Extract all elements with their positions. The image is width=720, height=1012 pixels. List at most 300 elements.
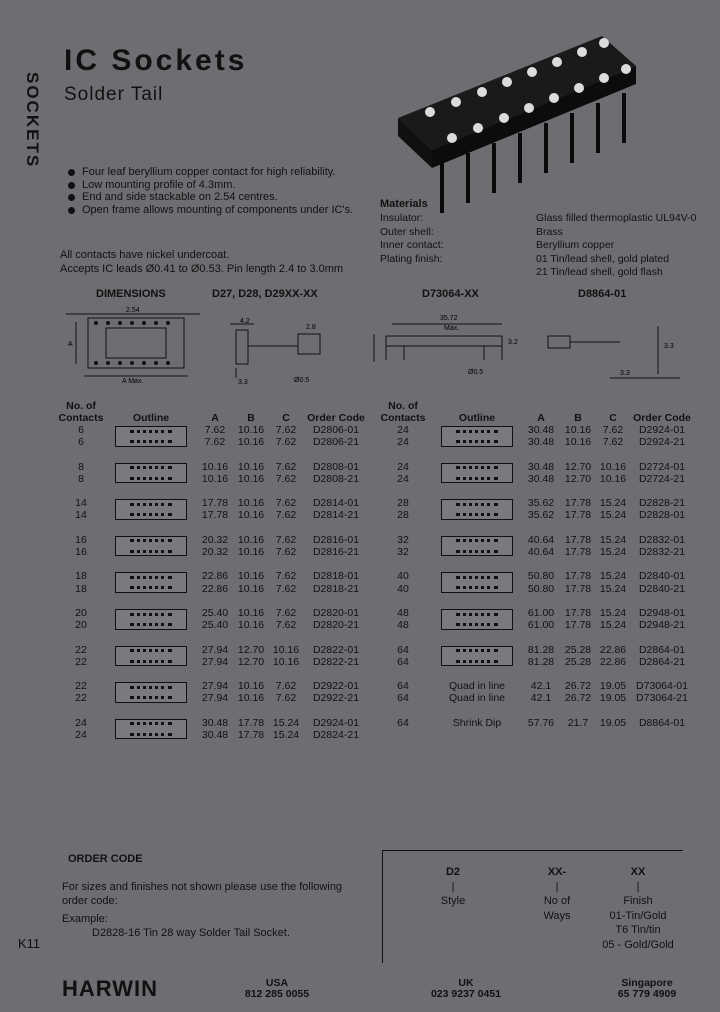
- dim-a-cell: 40.64: [527, 546, 555, 559]
- feature-item: Four leaf beryllium copper contact for high reliability.: [68, 166, 353, 179]
- order-code-cell: D2820-01: [312, 606, 360, 619]
- outline-pin-rows: [130, 722, 172, 735]
- row-spacer: [56, 449, 368, 461]
- contacts-cell: 22: [75, 680, 87, 693]
- table-row: [56, 729, 368, 741]
- feature-item: Open frame allows mounting of components under IC's.: [68, 204, 353, 217]
- outline-drawing: [106, 607, 196, 632]
- dim-c-cell: 22.86: [599, 655, 627, 668]
- dim-b-cell: 17.78: [564, 582, 592, 595]
- contacts-cell: 64: [397, 655, 409, 668]
- dim-c-cell: 7.62: [602, 436, 624, 449]
- dim-a-cell: 20.32: [201, 546, 229, 559]
- row-spacer: [56, 705, 368, 717]
- table-row: [374, 619, 694, 631]
- order-code-cell: D2948-21: [638, 619, 686, 632]
- dim-c-cell: 15.24: [599, 509, 627, 522]
- dim-b-cell: 12.70: [564, 472, 592, 485]
- dim-c-cell: 15.24: [599, 582, 627, 595]
- outline-pin-rows: [456, 539, 498, 552]
- outline-drawing: [106, 424, 196, 449]
- feature-list: [68, 166, 353, 216]
- dim-a-cell: 27.94: [201, 680, 229, 693]
- outline-drawing: [106, 644, 196, 669]
- col-header: Order Code: [307, 412, 365, 424]
- outline-drawing: [432, 461, 522, 486]
- dim-label: 2.8: [306, 324, 316, 331]
- material-key: [380, 266, 536, 280]
- outline-pin-rows: [130, 686, 172, 699]
- order-code-cell: D2822-21: [312, 655, 360, 668]
- contacts-cell: 24: [75, 729, 87, 742]
- dim-c-cell: 7.62: [275, 546, 297, 559]
- left-spec-table: [56, 392, 368, 741]
- code-head: D2: [445, 866, 461, 878]
- order-code-cell: D2820-21: [312, 619, 360, 632]
- dim-label: 3.3: [238, 379, 248, 386]
- dim-label: 35.72: [440, 315, 458, 322]
- outline-drawing: [432, 424, 522, 449]
- dim-b-cell: 10.16: [564, 424, 592, 436]
- col-header: A: [537, 412, 545, 424]
- table-row: [374, 461, 694, 473]
- dim-c-cell: 10.16: [599, 460, 627, 473]
- outline-box: [441, 536, 513, 557]
- dim-c-cell: 7.62: [275, 472, 297, 485]
- code-line: Finish: [623, 895, 653, 907]
- dim-a-cell: 30.48: [527, 472, 555, 485]
- contacts-cell: 24: [397, 436, 409, 449]
- outline-box: [441, 609, 513, 630]
- office-uk: [418, 978, 514, 1000]
- outline-drawing: [432, 497, 522, 522]
- dim-a-cell: 40.64: [527, 533, 555, 546]
- table-row: [56, 680, 368, 692]
- dim-b-cell: 17.78: [564, 546, 592, 559]
- dim-c-cell: 7.62: [275, 436, 297, 449]
- outline-box: Shrink Dip: [452, 716, 502, 729]
- order-code-cell: D2814-21: [312, 509, 360, 522]
- order-code-cell: D2922-21: [312, 692, 360, 705]
- dim-b-cell: 17.78: [564, 606, 592, 619]
- order-code-cell: D2828-21: [638, 497, 686, 510]
- outline-text: Quad in line: [448, 692, 506, 705]
- table-row: [56, 619, 368, 631]
- order-code-cell: D2816-21: [312, 546, 360, 559]
- material-value: 01 Tin/lead shell, gold plated: [536, 252, 670, 265]
- row-spacer: [374, 449, 694, 461]
- dim-a-cell: 35.62: [527, 509, 555, 522]
- dim-a-cell: 30.48: [527, 436, 555, 449]
- order-code-cell: D2924-21: [638, 436, 686, 449]
- dim-a-cell: 50.80: [527, 582, 555, 595]
- order-code-cell: D2822-01: [312, 643, 360, 656]
- dim-c-cell: 7.62: [275, 497, 297, 510]
- dim-b-cell: 17.78: [564, 533, 592, 546]
- contacts-cell: 18: [75, 570, 87, 583]
- order-code-cell: D2724-01: [638, 460, 686, 473]
- dim-label: 4.2: [240, 318, 250, 325]
- outline-drawing: [432, 570, 522, 595]
- dim-b-cell: 17.78: [564, 619, 592, 632]
- order-code-cell: D2864-21: [638, 655, 686, 668]
- table-row: [374, 607, 694, 619]
- dim-label: 2.54: [126, 307, 140, 314]
- dim-b-cell: 17.78: [564, 497, 592, 510]
- page-number: K11: [18, 936, 41, 951]
- material-key: Plating finish:: [380, 252, 443, 265]
- col-header: C: [609, 412, 617, 424]
- outline-box: [115, 572, 187, 593]
- dim-a-cell: 81.28: [527, 643, 555, 656]
- dim-b-cell: 26.72: [564, 680, 592, 693]
- order-code-cell: D2924-01: [312, 716, 360, 729]
- table-row: [56, 461, 368, 473]
- outline-drawing: [106, 534, 196, 559]
- dim-a-cell: 17.78: [201, 497, 229, 510]
- contacts-cell: 20: [75, 606, 87, 619]
- col-header: B: [574, 412, 582, 424]
- table-row: [374, 436, 694, 448]
- row-spacer: [374, 558, 694, 570]
- office-usa: [232, 978, 322, 1000]
- dim-b-cell: 10.16: [564, 436, 592, 449]
- dim-c-cell: 7.62: [275, 424, 297, 436]
- material-value: 21 Tin/lead shell, gold flash: [536, 266, 663, 279]
- col-header: A: [211, 412, 219, 424]
- outline-pin-rows: [456, 503, 498, 516]
- code-head: XX: [630, 866, 646, 878]
- dim-b-cell: 12.70: [237, 643, 265, 656]
- dim-b-cell: 10.16: [237, 436, 265, 449]
- order-code-cell: D2924-01: [638, 424, 686, 436]
- material-row: [380, 266, 700, 280]
- outline-drawing: [106, 461, 196, 486]
- order-code-instructions: For sizes and finishes not shown please use the following order code:: [62, 881, 343, 907]
- dim-c-cell: 7.62: [275, 533, 297, 546]
- dim-b-cell: 10.16: [237, 533, 265, 546]
- contacts-cell: 14: [75, 509, 87, 522]
- drawing-top-view: [66, 304, 200, 384]
- office-phone: 023 9237 0451: [430, 988, 502, 1000]
- table-row: [374, 473, 694, 485]
- table-row: [374, 424, 694, 436]
- dim-a-cell: 30.48: [201, 716, 229, 729]
- dim-label: 3.3: [664, 343, 674, 350]
- material-value: Brass: [536, 225, 563, 238]
- materials-list: [380, 212, 700, 280]
- feature-item: End and side stackable on 2.54 centres.: [68, 191, 353, 204]
- example-text: D2828-16 Tin 28 way Solder Tail Socket.: [92, 927, 290, 939]
- outline-pin-rows: [130, 576, 172, 589]
- contacts-cell: 18: [75, 582, 87, 595]
- outline-drawing: [432, 607, 522, 632]
- code-tick: |: [636, 880, 640, 893]
- dim-c-cell: 15.24: [272, 716, 300, 729]
- order-code-cell: D8864-01: [638, 716, 686, 729]
- table-row: [56, 509, 368, 521]
- outline-pin-rows: [130, 539, 172, 552]
- order-code-cell: D2824-21: [312, 729, 360, 742]
- table-row: [374, 570, 694, 582]
- outline-box: [441, 426, 513, 447]
- material-key: Inner contact:: [380, 239, 444, 252]
- table-row: [56, 473, 368, 485]
- dim-a-cell: 27.94: [201, 655, 229, 668]
- outline-drawing: [432, 534, 522, 559]
- contacts-cell: 6: [78, 436, 84, 449]
- dim-a-cell: 10.16: [201, 460, 229, 473]
- code-line: Ways: [543, 909, 571, 922]
- material-row: [380, 226, 700, 240]
- table-row: [374, 546, 694, 558]
- dim-a-cell: 42.1: [530, 692, 552, 705]
- contacts-cell: 24: [397, 424, 409, 436]
- order-code-cell: D2816-01: [312, 533, 360, 546]
- dim-b-cell: 17.78: [564, 570, 592, 583]
- dim-c-cell: 15.24: [599, 606, 627, 619]
- contacts-cell: 16: [75, 546, 87, 559]
- code-line: 05 - Gold/Gold: [602, 938, 674, 951]
- contacts-cell: 6: [78, 424, 84, 436]
- row-spacer: [56, 668, 368, 680]
- dim-c-cell: 19.05: [599, 692, 627, 705]
- outline-pin-rows: [130, 649, 172, 662]
- order-code-cell: D2724-21: [638, 472, 686, 485]
- contacts-cell: 64: [397, 716, 409, 729]
- contacts-cell: 8: [78, 460, 84, 473]
- dim-b-cell: 10.16: [237, 460, 265, 473]
- contacts-cell: 48: [397, 606, 409, 619]
- dim-c-cell: 7.62: [275, 692, 297, 705]
- order-code-cell: D2922-01: [312, 680, 360, 693]
- dim-c-cell: 7.62: [275, 570, 297, 583]
- table-row: [374, 497, 694, 509]
- contacts-cell: 22: [75, 692, 87, 705]
- table-row: [56, 570, 368, 582]
- dim-b-cell: 25.28: [564, 655, 592, 668]
- table-row: [374, 583, 694, 595]
- dim-c-cell: 10.16: [272, 643, 300, 656]
- dim-a-cell: 30.48: [201, 729, 229, 742]
- dim-label: 3.2: [508, 339, 518, 346]
- dim-a-cell: 7.62: [204, 436, 226, 449]
- order-code-box: [382, 850, 683, 963]
- col-header: Outline: [132, 412, 170, 424]
- dim-b-cell: 10.16: [237, 472, 265, 485]
- table-row: [56, 546, 368, 558]
- dim-b-cell: 10.16: [237, 424, 265, 436]
- dim-c-cell: 10.16: [599, 472, 627, 485]
- material-key: Outer shell:: [380, 225, 434, 238]
- dim-c-cell: 15.24: [599, 546, 627, 559]
- outline-drawing: [432, 644, 522, 669]
- contacts-cell: 24: [397, 472, 409, 485]
- table-row: [56, 656, 368, 668]
- contacts-cell: 64: [397, 680, 409, 693]
- table-row: [374, 656, 694, 668]
- dim-a-cell: 27.94: [201, 692, 229, 705]
- outline-box: [115, 426, 187, 447]
- order-code-title: ORDER CODE: [68, 853, 143, 865]
- dim-a-cell: 50.80: [527, 570, 555, 583]
- office-name: UK: [458, 977, 474, 989]
- office-singapore: [602, 978, 692, 1000]
- row-spacer: [374, 522, 694, 534]
- dim-b-cell: 17.78: [564, 509, 592, 522]
- material-row: [380, 212, 700, 226]
- code-line: 01-Tin/Gold: [609, 909, 667, 922]
- dimensions-heading: D73064-XX: [422, 288, 479, 300]
- outline-box: [441, 499, 513, 520]
- dim-a-cell: 22.86: [201, 582, 229, 595]
- table-row: [374, 534, 694, 546]
- materials-title: Materials: [380, 198, 428, 210]
- contacts-cell: 8: [78, 472, 84, 485]
- col-header: Outline: [458, 412, 496, 424]
- code-tick: |: [555, 880, 559, 893]
- contacts-cell: 32: [397, 533, 409, 546]
- right-spec-table: [374, 392, 694, 729]
- row-spacer: [374, 705, 694, 717]
- notes: [60, 248, 343, 276]
- dim-c-cell: 7.62: [275, 606, 297, 619]
- harwin-logo: HARWIN: [62, 976, 159, 1001]
- col-header: Order Code: [633, 412, 691, 424]
- table-row: [56, 436, 368, 448]
- dim-b-cell: 10.16: [237, 680, 265, 693]
- dim-label: A: [68, 341, 73, 348]
- code-head: XX-: [547, 866, 567, 878]
- socket-product-image: [392, 18, 642, 223]
- row-spacer: [374, 485, 694, 497]
- col-header: B: [247, 412, 255, 424]
- row-spacer: [56, 522, 368, 534]
- outline-pin-rows: [456, 430, 498, 443]
- outline-pin-rows: [456, 466, 498, 479]
- dim-a-cell: 42.1: [530, 680, 552, 693]
- row-spacer: [374, 668, 694, 680]
- contacts-cell: 24: [397, 460, 409, 473]
- outline-pin-rows: [130, 503, 172, 516]
- dim-a-cell: 61.00: [527, 619, 555, 632]
- order-code-cell: D2864-01: [638, 643, 686, 656]
- feature-item: Low mounting profile of 4.3mm.: [68, 179, 353, 192]
- dim-b-cell: 10.16: [237, 606, 265, 619]
- dim-a-cell: 10.16: [201, 472, 229, 485]
- table-row: [374, 717, 694, 729]
- outline-box: [115, 609, 187, 630]
- outline-pin-rows: [456, 576, 498, 589]
- material-key: Insulator:: [380, 212, 424, 224]
- dim-c-cell: 15.24: [599, 497, 627, 510]
- dim-b-cell: 25.28: [564, 643, 592, 656]
- dim-c-cell: 7.62: [275, 680, 297, 693]
- contacts-cell: 40: [397, 570, 409, 583]
- dim-c-cell: 22.86: [599, 643, 627, 656]
- code-line: Style: [440, 895, 466, 907]
- dim-label: 3.3: [620, 370, 630, 377]
- contacts-cell: 28: [397, 497, 409, 510]
- outline-box: [441, 646, 513, 667]
- col-header: No. of Contacts: [380, 400, 426, 424]
- order-code-text: [62, 880, 362, 940]
- order-code-cell: D2814-01: [312, 497, 360, 510]
- dim-a-cell: 17.78: [201, 509, 229, 522]
- dim-c-cell: 19.05: [599, 716, 627, 729]
- dim-c-cell: 7.62: [275, 619, 297, 632]
- material-row: [380, 253, 700, 267]
- row-spacer: [56, 595, 368, 607]
- dim-b-cell: 17.78: [237, 716, 265, 729]
- order-code-ways: [527, 865, 587, 923]
- outline-box: [115, 682, 187, 703]
- order-code-cell: D2808-01: [312, 460, 360, 473]
- outline-drawing: [106, 717, 196, 742]
- order-code-cell: D2840-21: [638, 582, 686, 595]
- dim-c-cell: 7.62: [275, 460, 297, 473]
- material-value: Glass filled thermoplastic UL94V-0: [536, 212, 697, 224]
- outline-text: Quad in line: [448, 680, 506, 693]
- contacts-cell: 14: [75, 497, 87, 510]
- office-name: USA: [265, 977, 289, 989]
- contacts-cell: 22: [75, 643, 87, 656]
- contacts-cell: 16: [75, 533, 87, 546]
- contacts-cell: 28: [397, 509, 409, 522]
- dim-a-cell: 22.86: [201, 570, 229, 583]
- code-line: No of: [543, 895, 571, 907]
- contacts-cell: 24: [75, 716, 87, 729]
- dim-a-cell: 57.76: [527, 716, 555, 729]
- dim-b-cell: 10.16: [237, 582, 265, 595]
- dim-b-cell: 17.78: [237, 729, 265, 742]
- outline-box: [115, 719, 187, 740]
- outline-pin-rows: [456, 613, 498, 626]
- dim-b-cell: 21.7: [567, 716, 589, 729]
- outline-pin-rows: [456, 649, 498, 662]
- outline-pin-rows: [130, 466, 172, 479]
- order-code-cell: D2840-01: [638, 570, 686, 583]
- table-row: [56, 424, 368, 436]
- dim-c-cell: 15.24: [599, 533, 627, 546]
- row-spacer: [56, 632, 368, 644]
- dim-c-cell: 15.24: [599, 619, 627, 632]
- dim-b-cell: 10.16: [237, 497, 265, 510]
- dim-a-cell: 27.94: [201, 643, 229, 656]
- row-spacer: [56, 558, 368, 570]
- dim-b-cell: 10.16: [237, 546, 265, 559]
- office-phone: 812 285 0055: [244, 988, 310, 1000]
- row-spacer: [374, 632, 694, 644]
- order-code-cell: D2828-01: [638, 509, 686, 522]
- dimensions-heading: D8864-01: [578, 288, 627, 300]
- row-spacer: [56, 485, 368, 497]
- dim-b-cell: 10.16: [237, 570, 265, 583]
- outline-drawing: [106, 497, 196, 522]
- order-code-cell: D2818-01: [312, 570, 360, 583]
- page-subtitle: Solder Tail: [64, 84, 164, 105]
- office-name: Singapore: [621, 977, 673, 989]
- order-code-cell: D2806-01: [312, 424, 360, 436]
- dim-label: Max.: [444, 325, 460, 332]
- outline-box: [441, 463, 513, 484]
- dim-c-cell: 15.24: [599, 570, 627, 583]
- left-table-body: [56, 424, 368, 741]
- side-tab: SOCKETS: [23, 72, 42, 169]
- drawing-shrink-view: [540, 318, 690, 384]
- table-row: [56, 497, 368, 509]
- contacts-cell: 22: [75, 655, 87, 668]
